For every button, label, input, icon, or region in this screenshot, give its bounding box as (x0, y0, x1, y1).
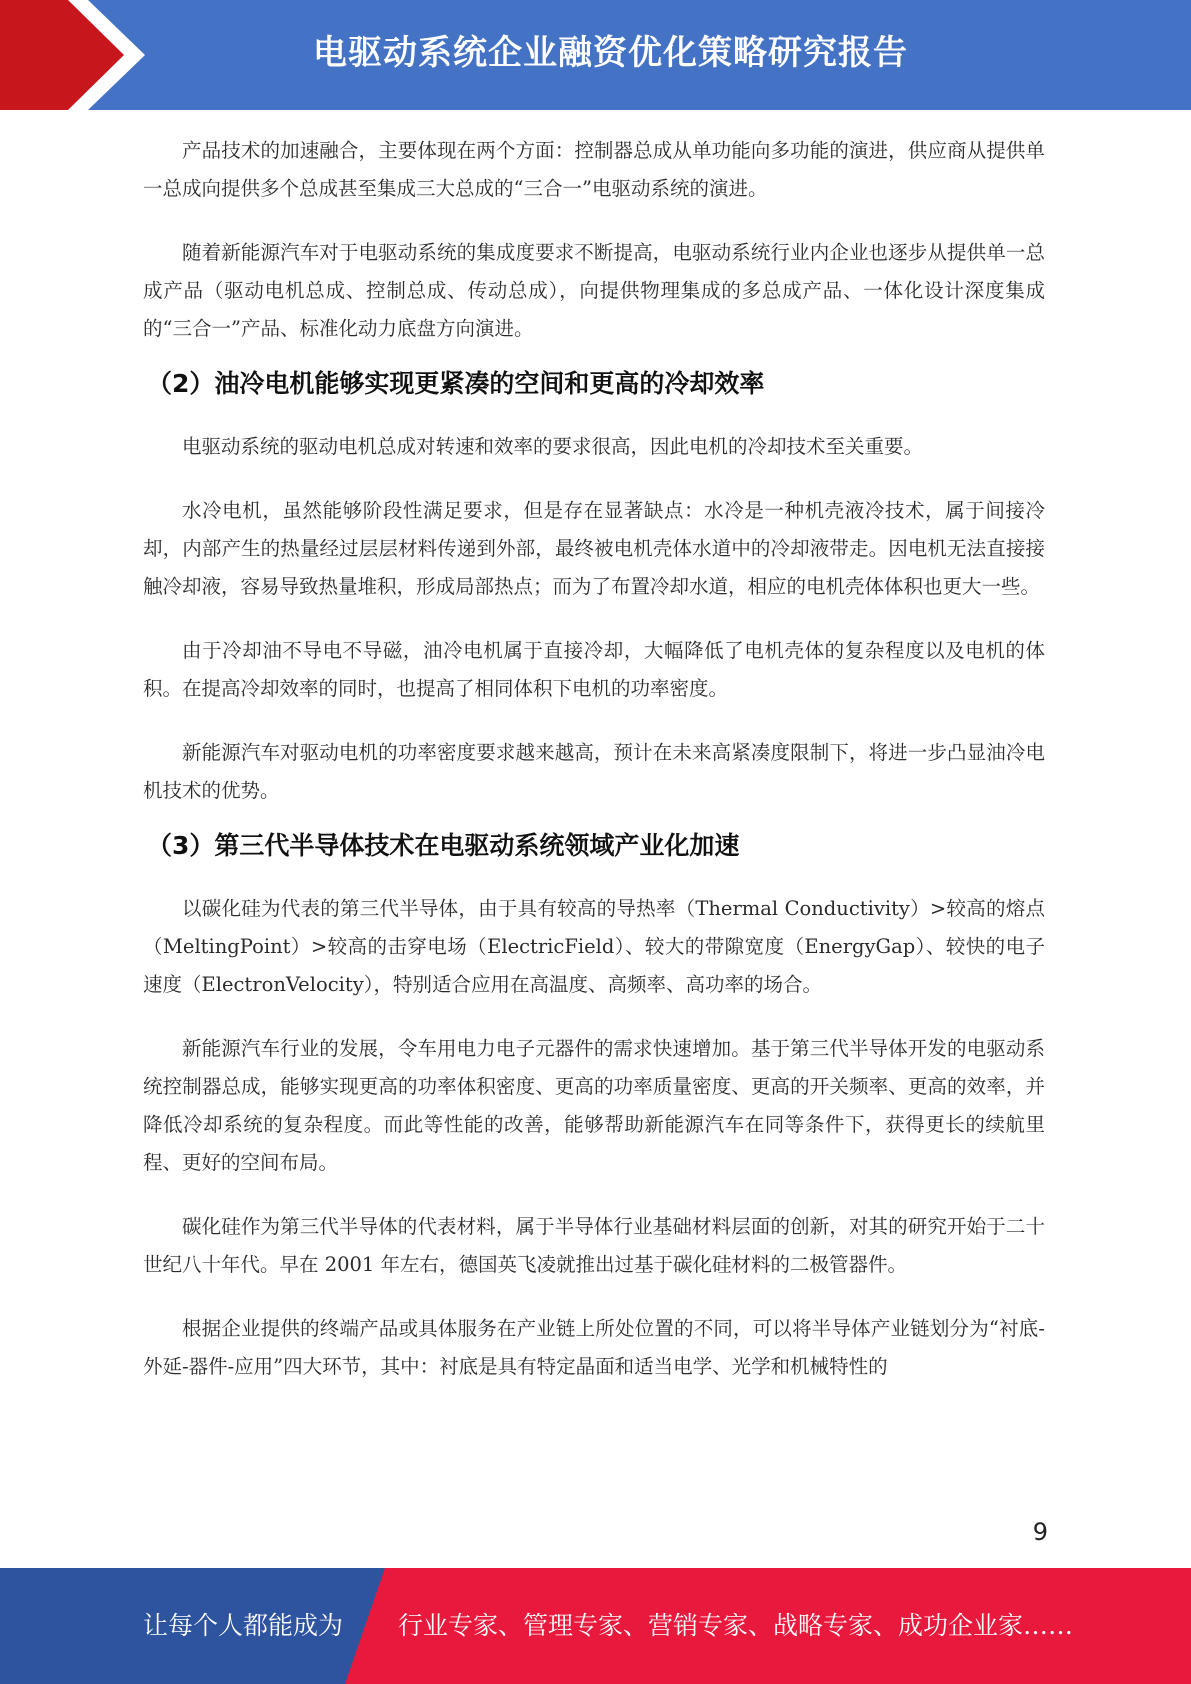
section-heading: （3）第三代半导体技术在电驱动系统领域产业化加速 (147, 831, 740, 860)
paragraph: 电驱动系统的驱动电机总成对转速和效率的要求很高，因此电机的冷却技术至关重要。 (182, 435, 924, 458)
paragraph: 碳化硅作为第三代半导体的代表材料，属于半导体行业基础材料层面的创新，对其的研究开始于二十世纪八十年代。早在 2001 年左右，德国英飞凌就推出过基于碳化硅材料的二极管器件。 (143, 1215, 1045, 1276)
paragraph: 随着新能源汽车对于电驱动系统的集成度要求不断提高，电驱动系统行业内企业也逐步从提供单一总成产品（驱动电机总成、控制总成、传动总成），向提供物理集成的多总成产品、一体化设计深度集成的“三合一”产品、标准化动力底盘方向演进。 (143, 241, 1045, 340)
page-footer (0, 1568, 1191, 1684)
header-arrow-decoration (0, 0, 160, 110)
page-number: 9 (1032, 1518, 1048, 1546)
paragraph: 产品技术的加速融合，主要体现在两个方面：控制器总成从单功能向多功能的演进，供应商从提供单一总成向提供多个总成甚至集成三大总成的“三合一”电驱动系统的演进。 (143, 139, 1045, 200)
paragraph: 新能源汽车对驱动电机的功率密度要求越来越高，预计在未来高紧凑度限制下，将进一步凸显油冷电机技术的优势。 (143, 741, 1045, 802)
paragraph: 以碳化硅为代表的第三代半导体，由于具有较高的导热率（Thermal Conductivity）>较高的熔点（MeltingPoint）>较高的击穿电场（ElectricField）、较大的带隙宽度（EnergyGap）、较快的电子速度（ElectronVelocity），特别适合应用在高温度、高频率、高功率的场合。 (143, 897, 1045, 996)
footer-slogan-left: 让每个人都能成为 (143, 1611, 344, 1640)
paragraph: 由于冷却油不导电不导磁，油冷电机属于直接冷却，大幅降低了电机壳体的复杂程度以及电机的体积。在提高冷却效率的同时，也提高了相同体积下电机的功率密度。 (143, 639, 1045, 700)
paragraph: 根据企业提供的终端产品或具体服务在产业链上所处位置的不同，可以将半导体产业链划分为“衬底-外延-器件-应用”四大环节，其中：衬底是具有特定晶面和适当电学、光学和机械特性的 (143, 1317, 1045, 1378)
footer-slogan-right: 行业专家、管理专家、营销专家、战略专家、成功企业家…… (398, 1611, 1074, 1640)
page-header (0, 0, 1191, 110)
section-heading: （2）油冷电机能够实现更紧凑的空间和更高的冷却效率 (147, 369, 765, 398)
paragraph: 新能源汽车行业的发展，令车用电力电子元器件的需求快速增加。基于第三代半导体开发的电驱动系统控制器总成，能够实现更高的功率体积密度、更高的功率质量密度、更高的开关频率、更高的效率，并降低冷却系统的复杂程度。而此等性能的改善，能够帮助新能源汽车在同等条件下，获得更长的续航里程、更好的空间布局。 (143, 1037, 1045, 1174)
document-body (143, 132, 1045, 1386)
paragraph: 水冷电机，虽然能够阶段性满足要求，但是存在显著缺点：水冷是一种机壳液冷技术，属于间接冷却，内部产生的热量经过层层材料传递到外部，最终被电机壳体水道中的冷却液带走。因电机无法直接接触冷却液，容易导致热量堆积，形成局部热点；而为了布置冷却水道，相应的电机壳体体积也更大一些。 (143, 499, 1045, 598)
report-title: 电驱动系统企业融资优化策略研究报告 (313, 33, 908, 73)
